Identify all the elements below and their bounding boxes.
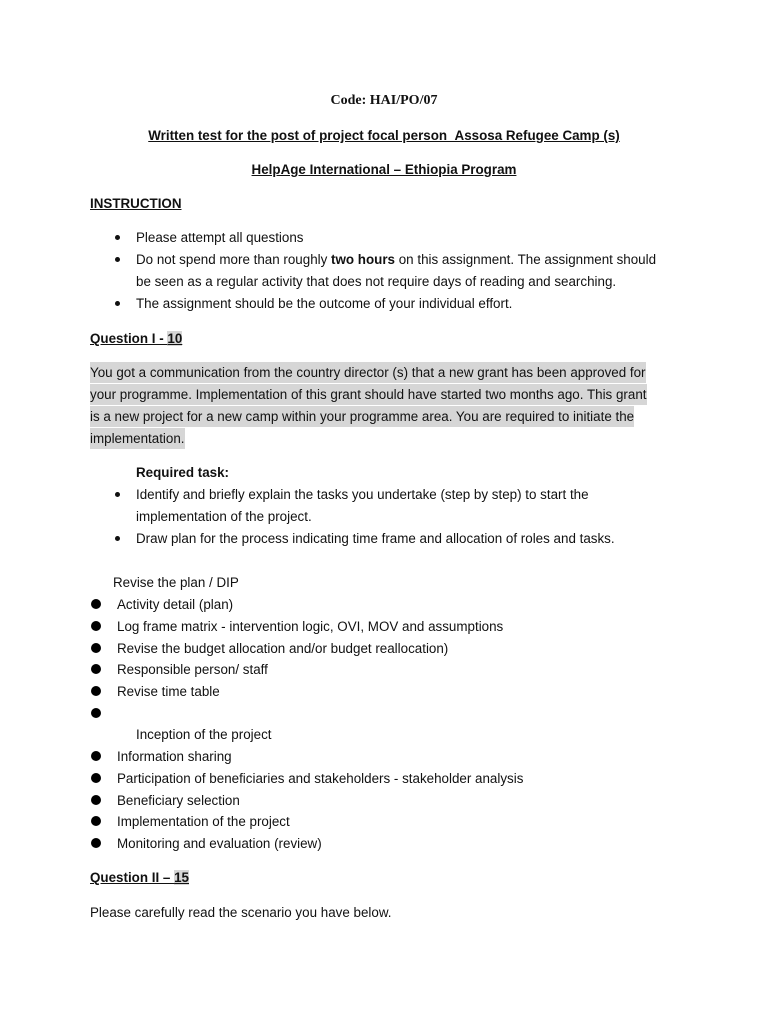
- revise-item: Revise the budget allocation and/or budget reallocation): [117, 641, 449, 656]
- instruction-item-2-pre: Do not spend more than roughly: [136, 252, 332, 267]
- task-item-2: Draw plan for the process indicating time frame and allocation of roles and tasks.: [136, 531, 615, 546]
- question-1-label: Question I -: [90, 331, 168, 346]
- bullet-icon: [91, 708, 101, 718]
- instruction-item-2-post: on this assignment. The assignment should: [395, 252, 657, 267]
- revise-item: Activity detail (plan): [117, 597, 234, 612]
- question-1-heading: [90, 330, 182, 348]
- revise-item: Responsible person/ staff: [117, 662, 268, 677]
- bullet-icon: [91, 686, 101, 696]
- document-code: Code: HAI/PO/07: [330, 93, 438, 108]
- organization-title: HelpAge International – Ethiopia Program: [251, 162, 517, 177]
- bullet-icon: [91, 751, 101, 761]
- question-1-paragraph-line-4: implementation.: [90, 428, 185, 449]
- question-1-paragraph-line-1: You got a communication from the country director (s) that a new grant has been approved for: [90, 362, 646, 383]
- inception-item: Information sharing: [117, 749, 232, 764]
- question-1-paragraph-line-3: is a new project for a new camp within your programme area. You are required to initiate the: [90, 406, 634, 427]
- bullet-icon: [91, 816, 101, 826]
- inception-item: Monitoring and evaluation (review): [117, 836, 322, 851]
- question-2-intro: Please carefully read the scenario you have below.: [90, 905, 392, 920]
- bullet-icon: [91, 621, 101, 631]
- question-1-points: 10: [167, 331, 183, 346]
- bullet-icon: [115, 235, 120, 240]
- instruction-item-1: Please attempt all questions: [136, 230, 304, 245]
- inception-heading: Inception of the project: [136, 727, 272, 742]
- bullet-icon: [115, 301, 120, 306]
- bullet-icon: [91, 664, 101, 674]
- inception-item: Beneficiary selection: [117, 793, 240, 808]
- bullet-icon: [91, 795, 101, 805]
- bullet-icon: [91, 599, 101, 609]
- question-2-label: Question II –: [90, 870, 175, 885]
- question-2-points: 15: [174, 870, 189, 885]
- instruction-heading: INSTRUCTION: [90, 196, 182, 211]
- instruction-item-2-continued: be seen as a regular activity that does not require days of reading and searching.: [136, 274, 617, 289]
- revise-item: Revise time table: [117, 684, 220, 699]
- test-title: Written test for the post of project focal person_Assosa Refugee Camp (s): [148, 128, 620, 143]
- question-1-paragraph-line-2: your programme. Implementation of this grant should have started two months ago. This grant: [90, 384, 647, 405]
- bullet-icon: [115, 492, 120, 497]
- bullet-icon: [115, 536, 120, 541]
- revise-plan-heading: Revise the plan / DIP: [113, 575, 239, 590]
- bullet-icon: [115, 257, 120, 262]
- instruction-item-3: The assignment should be the outcome of your individual effort.: [136, 296, 513, 311]
- revise-item: Log frame matrix - intervention logic, OVI, MOV and assumptions: [117, 619, 504, 634]
- instruction-item-2: [136, 251, 656, 269]
- instruction-item-2-bold: two hours: [331, 252, 396, 267]
- inception-item: Participation of beneficiaries and stakeholders - stakeholder analysis: [117, 771, 524, 786]
- task-item-1: Identify and briefly explain the tasks you undertake (step by step) to start the: [136, 487, 589, 502]
- required-task-label: Required task:: [136, 465, 230, 480]
- bullet-icon: [91, 838, 101, 848]
- bullet-icon: [91, 643, 101, 653]
- task-item-1-continued: implementation of the project.: [136, 509, 312, 524]
- question-2-heading: [90, 869, 189, 887]
- inception-item: Implementation of the project: [117, 814, 290, 829]
- bullet-icon: [91, 773, 101, 783]
